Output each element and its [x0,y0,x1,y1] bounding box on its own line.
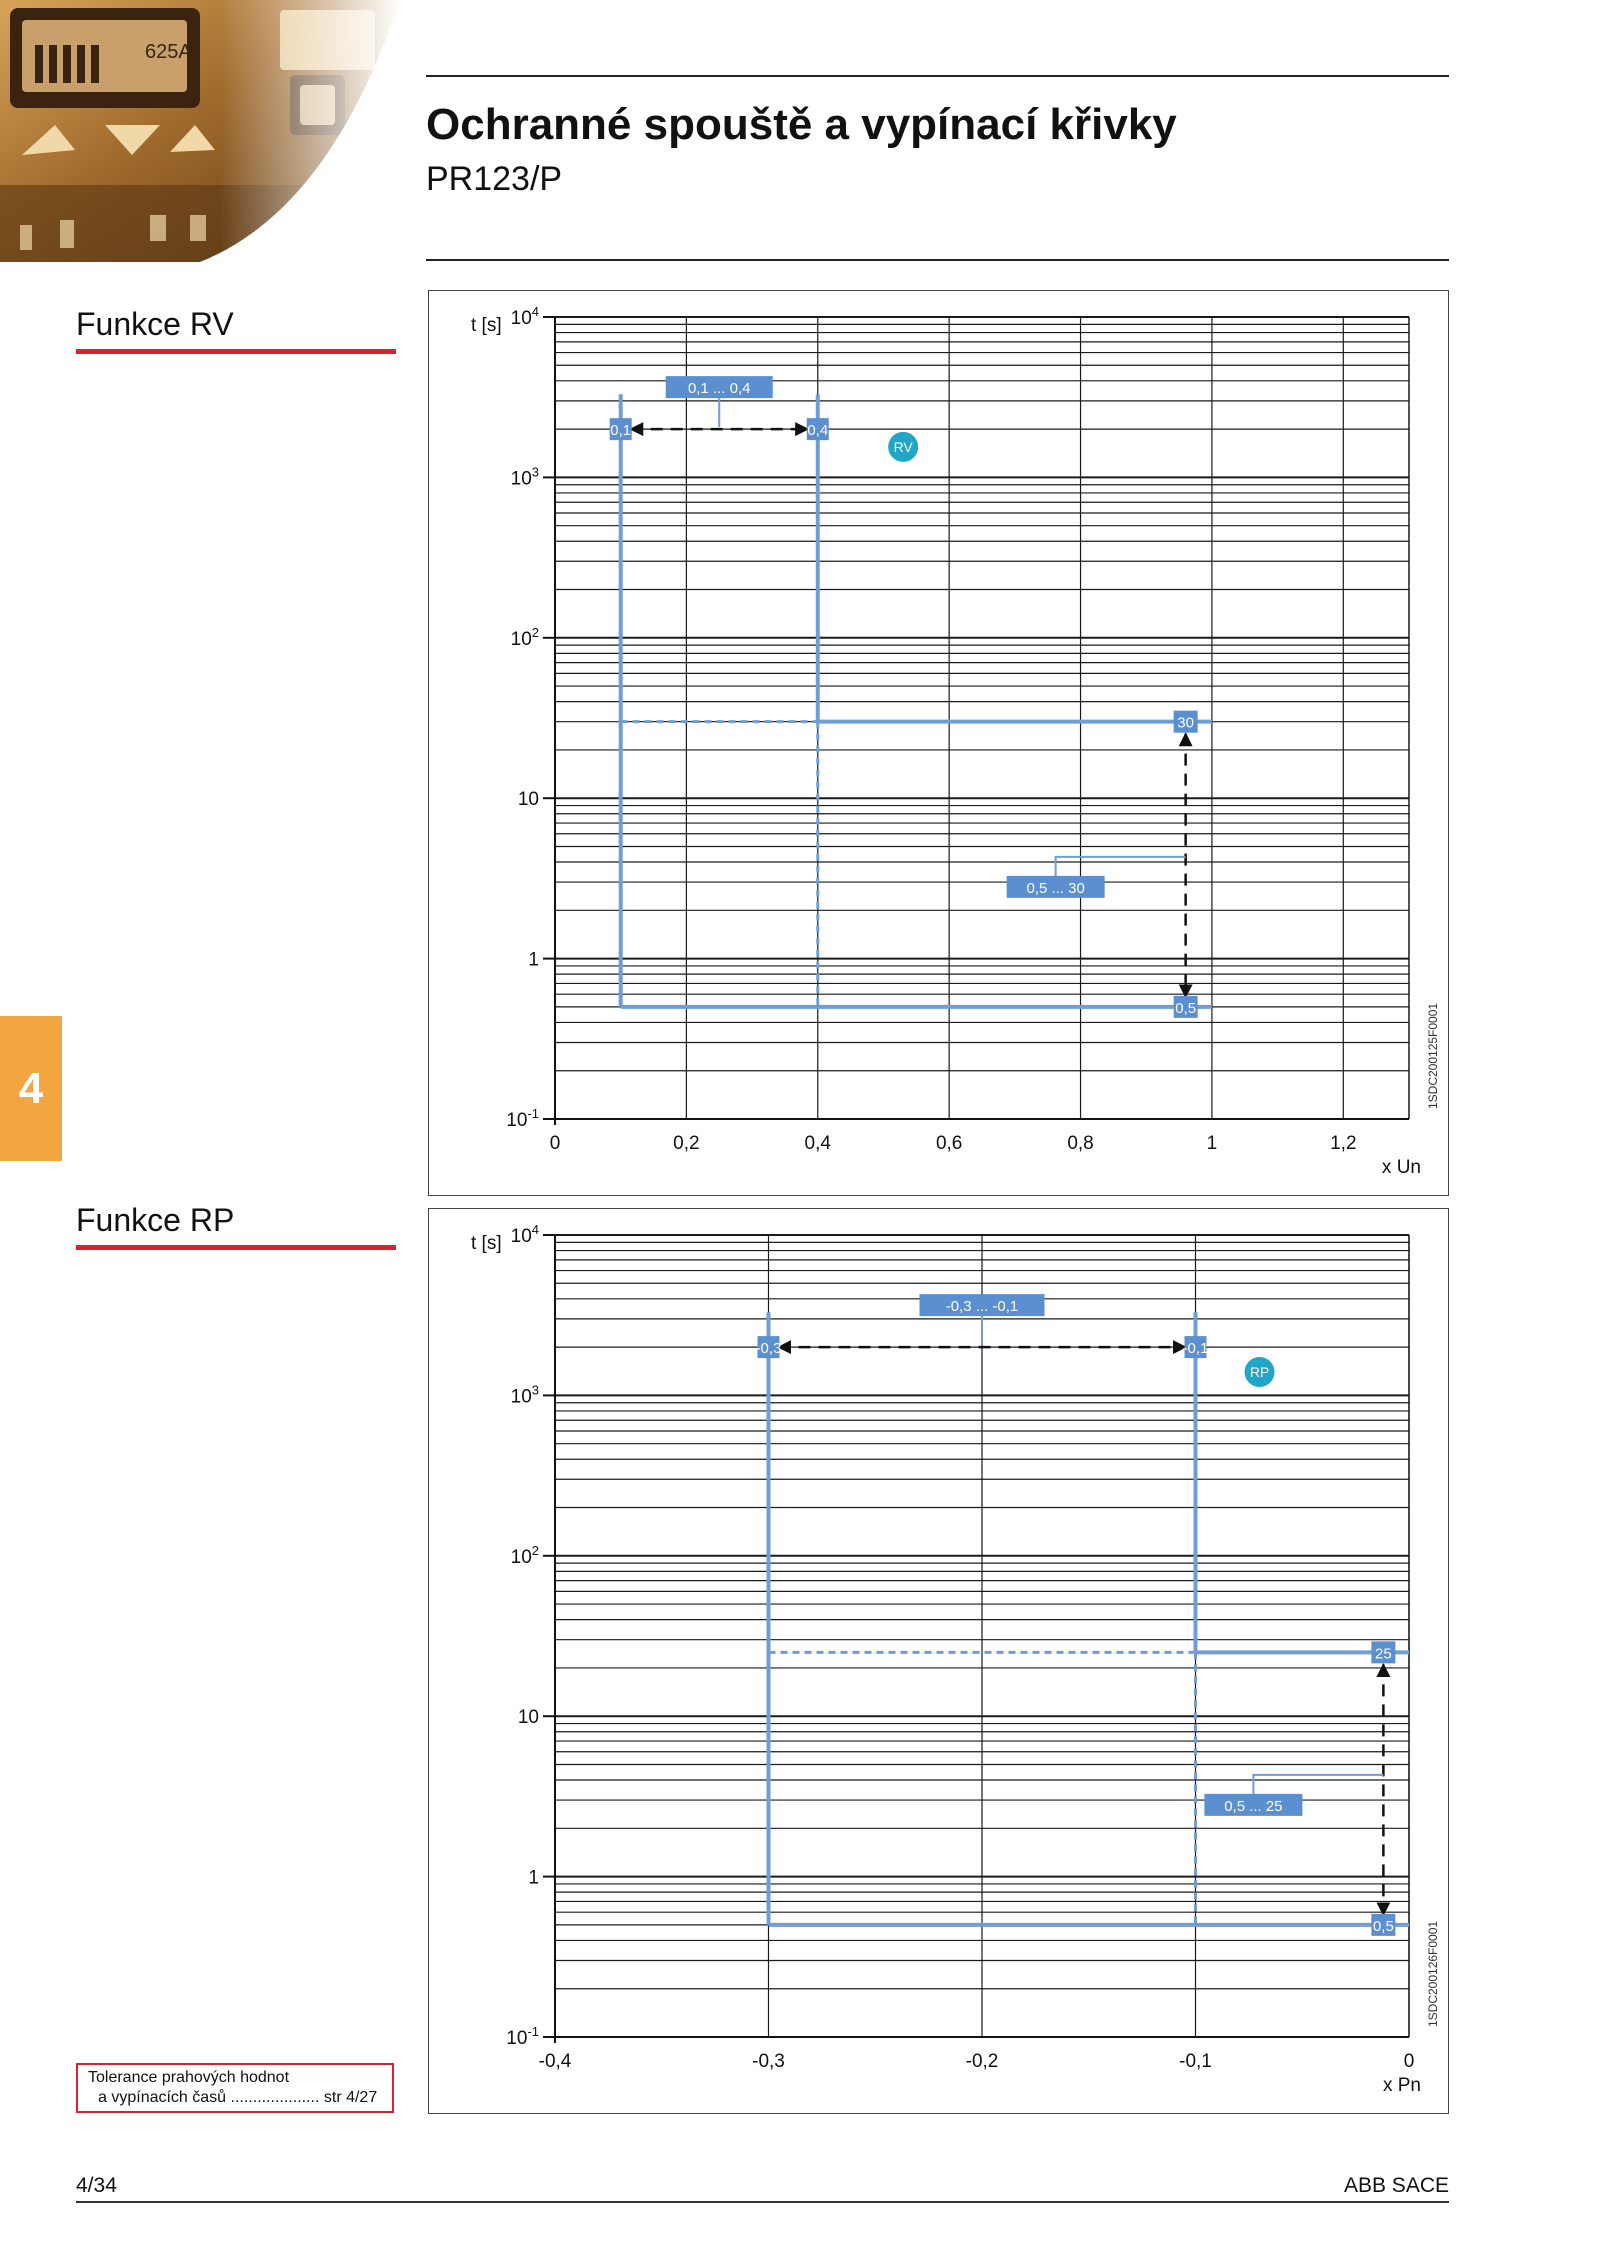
chart-rp-x-tick-label: -0,1 [1179,2051,1212,2072]
header-rule-top [426,75,1449,77]
chart-rp-x-tick-label: -0,2 [965,2051,999,2072]
chart-rp-grid [555,1235,1409,2037]
chart-rp-time-max-label [1371,1641,1395,1663]
chart-rv-grid [555,317,1409,1119]
chart-rv-drawing-code: 1SDC200125F0001 [1426,1002,1440,1109]
chart-rp-x-axis-label: x Pn [1382,2075,1421,2096]
chart-rp-time-max-label-text: 25 [1375,1645,1392,1663]
chart-rv-x-tick-label: 0,4 [804,1133,831,1154]
chart-rv-x-tick-label: 1 [1206,1133,1218,1154]
chart-rv-y-tick-label: $10^2$ [510,624,539,650]
chart-rp-frame [428,1208,1449,2114]
chart-rv-time-range-connector [1056,857,1186,877]
chart-rv-time-range-label [1007,876,1105,898]
company-name: ABB SACE [1343,2174,1449,2197]
section-title-rp: Funkce RP [76,1202,235,1238]
chart-rv-frame [428,290,1449,1196]
chart-rp-time-min-label [1371,1914,1395,1936]
chart-rp-threshold-max-label-text: -0,1 [1182,1340,1209,1358]
chart-rv [429,291,1447,1194]
header-rule-bottom [426,259,1449,261]
chart-rp-y-tick-label: $10^{-1}$ [506,2024,539,2049]
chart-rp-function-badge-text: RP [1249,1363,1270,1380]
chart-rv-threshold-range-label-text: 0,1 ... 0,4 [687,380,751,398]
chart-rv-time-range-label-text: 0,5 ... 30 [1026,879,1085,897]
chart-rv-y-axis-label: t [s] [471,315,502,336]
chart-rv-y-tick-label: 10 [517,789,539,811]
tolerance-note[interactable] [76,2063,394,2113]
chart-rp [429,1209,1447,2112]
chart-rv-threshold-min-label-text: 0,1 [610,422,632,440]
chart-rp-threshold-min-label [756,1336,782,1358]
chart-rp-y-tick-label: $10^2$ [510,1542,539,1568]
chart-rv-function-badge [888,432,918,462]
chart-rv-time-max-label-text: 30 [1177,714,1194,732]
chart-rv-function-badge-text: RV [893,438,913,455]
chart-rv-threshold-min-label [610,418,632,440]
chart-rp-time-range-label-text: 0,5 ... 25 [1224,1797,1283,1815]
chart-rp-y-tick-label: 10 [517,1707,539,1729]
chart-rv-time-max-label [1174,711,1198,733]
section-rule-rv [76,349,396,354]
chart-rp-drawing-code: 1SDC200126F0001 [1426,1920,1440,2027]
chart-rv-threshold-range-label [666,376,773,398]
chart-rp-y-axis-label: t [s] [471,1233,502,1254]
chart-rv-curves [621,394,1212,1007]
chart-rp-threshold-min-label-text: -0,3 [755,1340,782,1358]
chart-rp-y-tick-label: $10^4$ [510,1222,539,1247]
chart-rp-y-tick-label: $10^3$ [510,1382,539,1408]
chart-rp-x-tick-label: -0,4 [538,2051,572,2072]
chart-rv-y-tick-label: 1 [528,949,539,971]
page-subtitle: PR123/P [426,160,563,198]
header-photo [0,0,400,262]
footer-rule [76,2201,1449,2203]
chart-rv-x-tick-label: 0,6 [935,1133,963,1154]
chart-rp-threshold-range-label [920,1294,1045,1316]
chart-rp-threshold-range-label-text: -0,3 ... -0,1 [945,1298,1019,1316]
chart-rv-time-min-label-text: 0,5 [1175,999,1197,1017]
chart-rv-threshold-max-label [807,418,829,440]
chart-rv-x-tick-label: 0,8 [1067,1133,1094,1154]
chapter-tab: 4 [0,1016,62,1161]
chart-rv-time-min-label [1174,996,1198,1018]
chart-rv-y-tick-label: $10^{-1}$ [506,1106,539,1131]
chart-rv-y-tick-label: $10^4$ [510,304,539,329]
chart-rv-threshold-max-label-text: 0,4 [807,422,829,440]
section-title-rv: Funkce RV [76,306,234,342]
chart-rp-x-tick-label: 0 [1403,2051,1415,2072]
chart-rv-x-tick-label: 0 [549,1133,561,1154]
chart-rp-time-range-label [1204,1794,1302,1816]
chart-rp-x-tick-label: -0,3 [752,2051,785,2072]
chart-rp-time-range-connector [1253,1775,1383,1795]
section-rule-rp [76,1245,396,1250]
chart-rp-curves [769,1312,1410,1925]
chart-rp-function-badge [1245,1357,1275,1387]
page-number: 4/34 [76,2174,117,2197]
chart-rp-time-min-label-text: 0,5 [1372,1917,1394,1935]
page-title: Ochranné spouště a vypínací křivky [426,100,1177,149]
tolerance-line-2: a vypínacích časů .................... str 4/27 [98,2089,378,2106]
chart-rp-threshold-max-label [1183,1336,1209,1358]
chart-rv-x-axis-label: x Un [1381,1157,1421,1178]
chart-rv-x-tick-label: 0,2 [673,1133,700,1154]
chart-rp-y-tick-label: 1 [528,1867,539,1889]
chart-rv-y-tick-label: $10^3$ [510,464,539,490]
chart-rv-x-tick-label: 1,2 [1330,1133,1357,1154]
tolerance-line-1: Tolerance prahových hodnot [88,2069,290,2086]
